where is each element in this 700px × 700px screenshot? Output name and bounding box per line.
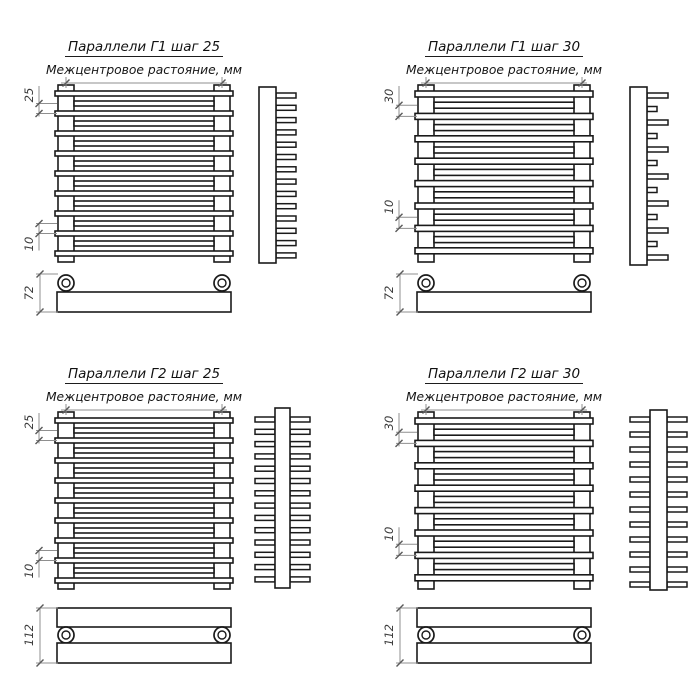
front-view: [415, 85, 593, 262]
side-view: [255, 408, 310, 588]
side-view: [630, 87, 668, 265]
gap-dimension-label: 10: [382, 199, 396, 215]
front-view: [415, 412, 593, 589]
bottom-view: [417, 608, 591, 663]
depth-dimension-label: 112: [382, 624, 396, 646]
view-title: Параллели Г2 шаг 25: [55, 366, 233, 382]
pitch-dimension-label: 30: [382, 415, 396, 430]
drawing-g2-step30: [396, 404, 688, 667]
depth-dimension-label: 112: [22, 624, 36, 646]
view-title: Параллели Г2 шаг 30: [415, 366, 593, 382]
depth-dimension-label: 72: [22, 285, 36, 301]
pitch-dimension-label: 30: [382, 88, 396, 103]
front-view: [55, 85, 233, 262]
center-distance-label: Межцентровое растояние, мм: [45, 63, 243, 77]
gap-dimension-label: 10: [382, 526, 396, 542]
drawing-g1-step25: [36, 77, 297, 316]
bottom-view: [417, 275, 591, 312]
center-distance-label: Межцентровое растояние, мм: [45, 390, 243, 404]
view-title: Параллели Г1 шаг 30: [415, 39, 593, 55]
pitch-dimension-label: 25: [22, 87, 36, 103]
center-distance-label: Межцентровое растояние, мм: [405, 390, 603, 404]
bottom-view: [57, 275, 231, 312]
center-distance-label: Межцентровое растояние, мм: [405, 63, 603, 77]
view-title: Параллели Г1 шаг 25: [55, 39, 233, 55]
pitch-dimension-label: 25: [22, 414, 36, 430]
gap-dimension-label: 10: [22, 563, 36, 578]
gap-dimension-label: 10: [22, 236, 36, 251]
side-view: [259, 87, 296, 263]
drawing-g2-step25: [36, 404, 311, 667]
front-view: [55, 412, 233, 589]
drawing-g1-step30: [396, 77, 669, 316]
depth-dimension-label: 72: [382, 285, 396, 301]
side-view: [630, 410, 687, 590]
bottom-view: [57, 608, 231, 663]
